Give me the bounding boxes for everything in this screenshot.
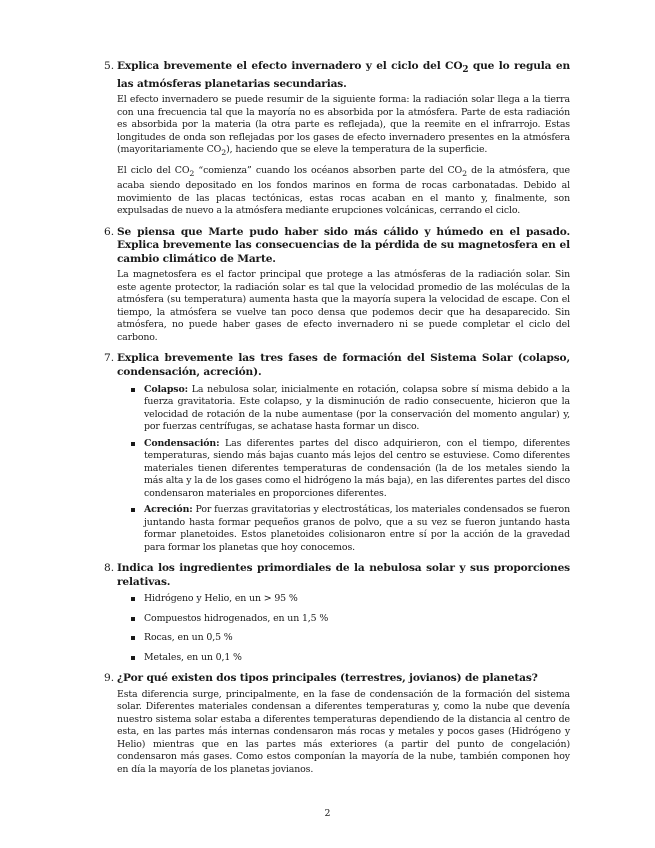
page-content [104, 60, 570, 784]
answer-paragraph: El efecto invernadero se puede resumir de la siguiente forma: la radiación solar llega a la tierra con una frecuencia tal que la mayoría no es absorbida por la atmósfera. Parte de esta radiación es absorbida por la materia (la otra parte es reflejada), que la reemite en el infrarrojo. Estas longitudes de onda son reflejadas por los gases de efecto invernadero presentes en la atmósfera (mayoritariamente $CO_2$), haciendo que se eleve la temperatura de la superficie. [117, 94, 570, 158]
question-heading: Indica los ingredientes primordiales de la nebulosa solar y sus proporciones relativas. [117, 562, 570, 588]
list-item: Acreción: Por fuerzas gravitatorias y electrostáticas, los materiales condensados se fueron juntando hasta formar pequeños granos de polvo, que a su vez se fueron juntando hasta formar planetoides. Estos planetoides colisionaron entre sí por la acción de la gravedad para formar los planetas que hoy conocemos. [131, 504, 570, 554]
question-number: 9. [104, 672, 115, 685]
question-heading: Explica brevemente las tres fases de formación del Sistema Solar (colapso, condensación, acreción). [117, 352, 570, 378]
ingredient-list [104, 593, 570, 664]
answer-paragraph: Esta diferencia surge, principalmente, en la fase de condensación de la formación del sistema solar. Diferentes materiales condensan a diferentes temperaturas y, como la nube que devenía nuestro sistema solar estaba a diferentes temperaturas dependiendo de la distancia al centro de esta, en las partes más internas condensaron más rocas y metales y pocos gases (Hidrógeno y Helio) mientras que en las partes más exteriores (a partir del punto de congelación) condensaron más gases. Como estos componían la mayoría de la nube, también componen hoy en día la mayoría de los planetas jovianos. [117, 688, 570, 775]
question-number: 5. [104, 60, 115, 72]
question-number: 6. [104, 225, 115, 238]
bullet-icon [131, 508, 135, 512]
answer-paragraph: El ciclo del $CO_2$ “comienza” cuando los océanos absorben parte del $CO_2$ de la atmósfera, que acaba siendo depositado en los fondos marinos en forma de rocas carbonatadas. Debido al movimiento de las placas tectónicas, estas rocas acaban en el manto y, finalmente, son expulsadas de nuevo a la atmósfera mediante erupciones volcánicas, cerrando el ciclo. [117, 164, 570, 217]
list-item: Compuestos hidrogenados, en un 1,5 % [131, 613, 570, 626]
bullet-icon [131, 442, 135, 446]
question-heading: Explica brevemente el efecto invernadero y el ciclo del $CO_2$ que lo regula en las atmósferas planetarias secundarias. [117, 60, 570, 90]
bullet-icon [131, 636, 135, 640]
bullet-icon [131, 617, 135, 621]
question-6 [104, 226, 570, 345]
bullet-icon [131, 597, 135, 601]
list-item: Rocas, en un 0,5 % [131, 632, 570, 645]
question-number: 7. [104, 352, 115, 365]
question-8 [104, 562, 570, 664]
phase-list [104, 384, 570, 555]
bullet-icon [131, 656, 135, 660]
list-item: Hidrógeno y Helio, en un > 95 % [131, 593, 570, 606]
question-7 [104, 352, 570, 554]
answer-paragraph: La magnetosfera es el factor principal que protege a las atmósferas de la radiación solar. Sin este agente protector, la radiación solar es tal que la velocidad promedio de las moléculas de la atmósfera (su temperatura) aumenta hasta que la mayoría supera la velocidad de escape. Con el tiempo, la atmósfera se vuelve tan poco densa que podemos decir que ha desaparecido. Sin atmósfera, no puede haber gases de efecto invernadero ni se puede completar el ciclo del carbono. [117, 269, 570, 343]
list-item: Condensación: Las diferentes partes del disco adquirieron, con el tiempo, diferentes temperaturas, siendo más bajas cuanto más lejos del centro se estuviese. Como diferentes materiales tienen diferentes temperaturas de condensación (la de los metales siendo la más alta y la de los gases como el hidrógeno la más baja), en las diferentes partes del disco condensaron materiales en proporciones diferentes. [131, 438, 570, 501]
question-9 [104, 672, 570, 776]
list-item: Metales, en un 0,1 % [131, 652, 570, 665]
page-number: 2 [324, 808, 331, 819]
question-number: 8. [104, 562, 115, 575]
question-5 [104, 60, 570, 218]
question-heading: Se piensa que Marte pudo haber sido más cálido y húmedo en el pasado. Explica brevemente las consecuencias de la pérdida de su magnetosfera en el cambio climático de Marte. [117, 225, 570, 265]
bullet-icon [131, 388, 135, 392]
question-heading: ¿Por qué existen dos tipos principales (terrestres, jovianos) de planetas? [117, 672, 538, 685]
list-item: Colapso: La nebulosa solar, inicialmente en rotación, colapsa sobre sí misma debido a la fuerza gravitatoria. Este colapso, y la disminución de radio consecuente, hicieron que la velocidad de rotación de la nube aumentase (por la conservación del momento angular) y, por fuerzas centrífugas, se achatase hasta formar un disco. [131, 384, 570, 434]
